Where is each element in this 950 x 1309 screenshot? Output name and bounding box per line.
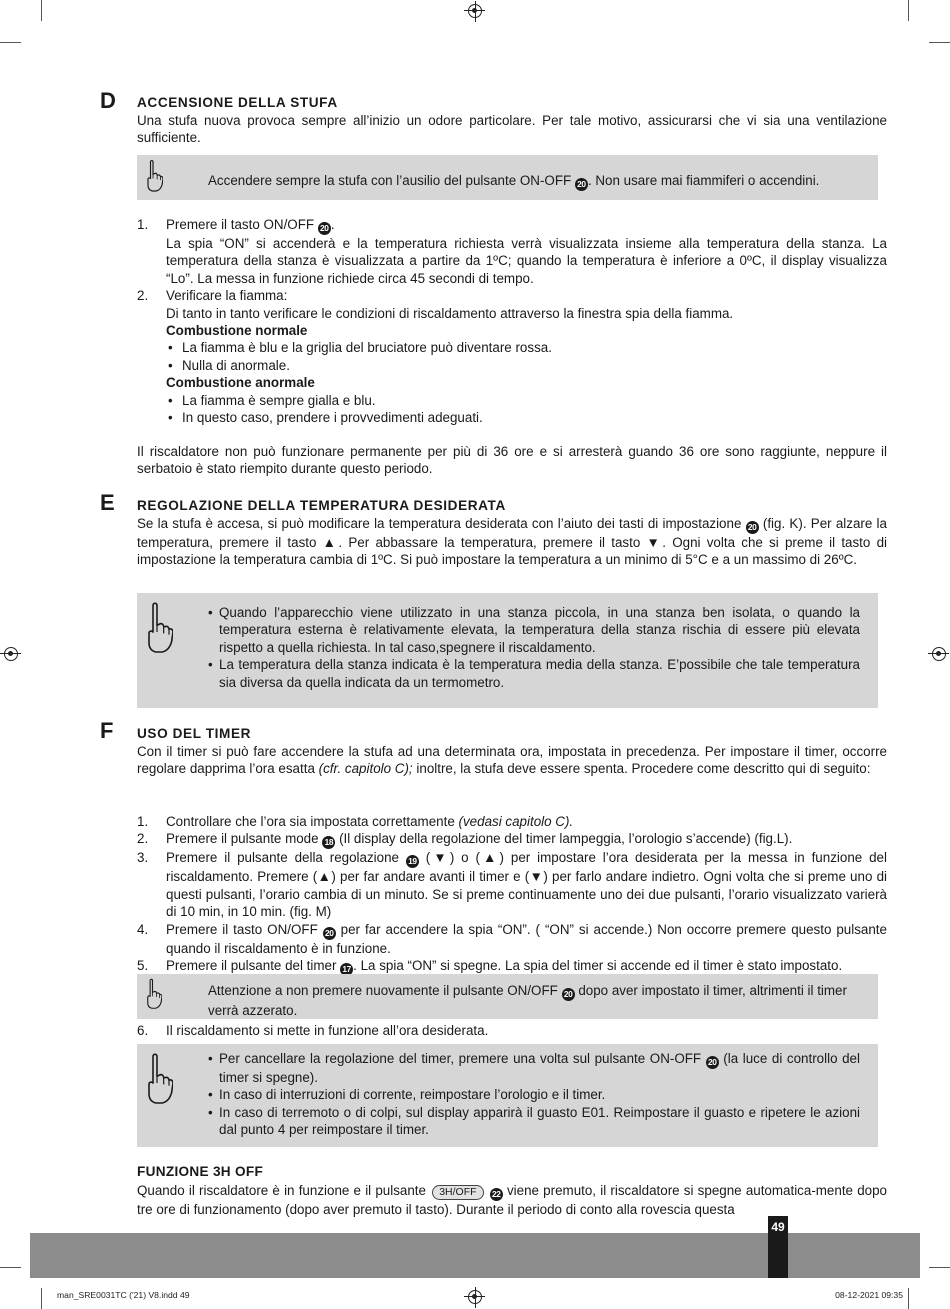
list-item [137,1022,887,1039]
crop-mark [0,42,21,43]
steps-list [137,813,887,976]
pointing-hand-icon [143,978,162,1010]
step-text: Premere il pulsante del timer [166,958,337,974]
subheading: Combustione normale [166,323,308,339]
section-intro [137,515,887,569]
intro-text: Se la stufa è accesa, si può modificare la temperatura desiderata con l’aiuto dei tasti di impostazione [137,516,742,531]
section-letter: F [100,718,114,743]
button-number-badge: 17 [340,963,353,976]
registration-mark-line [475,1,476,22]
section-title: ACCENSIONE DELLA STUFA [137,95,338,110]
step-number: 6. [137,1023,149,1038]
step-title: Verificare la fiamma: [166,288,288,304]
step-text: Premere il tasto ON/OFF [166,217,315,232]
step-number: 1. [137,217,149,232]
pointing-hand-icon [143,159,163,193]
subsection-text [137,1182,887,1218]
section-letter: E [100,490,115,515]
note-text [208,604,860,691]
list-item [137,921,887,957]
crop-mark [908,1288,909,1309]
body-text: viene premuto, il riscaldatore si spegne automatica-mente dopo tre ore di funzionamento (dopo aver premuto il tasto). Durante il periodo di conto alla rovescia questa [137,1183,887,1217]
crop-mark [929,42,950,43]
date-slug: 08-12-2021 09:35 [835,1290,903,1300]
note-box [137,155,878,200]
list-item: • La temperatura della stanza indicata è la temperatura media della stanza. E’possibile che tale temperatura sia diversa da quella indicata da un termometro. [208,656,860,691]
list-item [137,287,887,426]
list-item: • In caso di terremoto o di colpi, sul display apparirà il guasto E01. Reimpostare il guasto e ripetere le azioni dal punto 4 per reimpostare il timer. [208,1104,860,1139]
pointing-hand-icon [141,1050,173,1108]
button-number-badge: 18 [322,836,335,849]
list-item: • Nulla di anormale. [166,357,887,374]
step-text: Il riscaldamento si mette in funzione all’ora desiderata. [166,1023,489,1038]
step-text: Controllare che l’ora sia impostata correttamente [166,814,455,829]
section-intro [137,743,887,778]
subsection-title: FUNZIONE 3H OFF [137,1164,264,1179]
step-text: Premere il tasto ON/OFF [166,921,318,937]
section-title: USO DEL TIMER [137,726,252,741]
registration-mark-icon [4,647,18,661]
step-number: 2. [137,288,149,304]
crop-mark [41,0,42,21]
button-number-badge: 22 [490,1188,503,1201]
intro-text: Con il timer si può fare accendere la stufa ad una determinata ora, impostata in precedenza. Per impostare il timer, occorre regolare dapprima l’ora esatta [137,744,887,777]
step-text: (Il display della regolazione del timer lampeggia, l’orologio s’accende) (fig.L). [339,831,793,847]
list-item: • In caso di interruzioni di corrente, reimpostare l’orologio e il timer. [208,1086,860,1103]
step-text: (▼) o (▲) per impostare l’ora desiderata per la messa in funzione del riscaldamento. Premere (▲) per far andare avanti il timer e (▼) per farlo andare indietro. Ogni volta che si preme uno di questi pulsanti, l’orario cambia di un minuto. Se si preme continuamente uno dei due pulsanti, l’orario visualizzato varierà di 10 min, in 10 min. (fig. M) [166,850,887,920]
button-number-badge: 20 [323,927,336,940]
warning-text-a: Attenzione a non premere nuovamente il pulsante ON/OFF [208,983,558,998]
button-number-badge: 20 [575,178,588,191]
crop-mark [0,1267,21,1268]
list-item [137,830,887,849]
step-text: . [330,217,335,232]
body-text: Quando il riscaldatore è in funzione e il pulsante [137,1183,426,1198]
subheading: Combustione anormale [166,375,315,391]
section-title: REGOLAZIONE DELLA TEMPERATURA DESIDERATA [137,498,506,513]
step-number: 1. [137,814,149,829]
list-item: • In questo caso, prendere i provvedimenti adeguati. [166,409,887,426]
steps-list [137,216,887,426]
step-reference: (vedasi capitolo C). [458,814,574,829]
registration-mark-line [475,1287,476,1308]
button-number-badge: 20 [318,222,331,235]
list-item [137,849,887,920]
crop-mark [908,0,909,21]
registration-mark-icon [932,647,946,661]
note-text-a: Accendere sempre la stufa con l’ausilio del pulsante ON-OFF [208,173,572,188]
list-item: • La fiamma è sempre gialla e blu. [166,392,887,409]
list-item [137,813,887,830]
warning-text [208,981,860,1020]
note-box [137,1044,878,1147]
button-number-badge: 20 [746,521,759,534]
step-text: per far accendere la spia “ON”. ( “ON” si accende.) Non occorre premere questo pulsante quando il riscaldamento è in funzione. [166,921,887,956]
step-text: . La spia “ON” si spegne. La spia del timer si accende ed il timer è stato impostato. [353,958,843,974]
button-number-badge: 20 [562,988,575,1001]
page-number: 49 [768,1216,788,1278]
crop-mark [41,1288,42,1309]
intro-text: (fig. K). Per alzare la temperatura, premere il tasto ▲. Per abbassare la temperatura, premere il tasto ▼. Ogni volta che si preme il tasto di impostazione la temperatura cambia di 1ºC. Si può impostare la temperatura a un minimo di 5°C e a un massimo di 26ºC. [137,516,887,568]
step-text: Premere il pulsante mode [166,831,319,847]
note-box [137,593,878,708]
step-number: 4. [137,921,149,937]
step-text: La spia “ON” si accenderà e la temperatura richiesta verrà visualizzata insieme alla temperatura della stanza. La temperatura della stanza è visualizzata a partire da 1ºC; quando la temperatura è inferiore a 0ºC, il display visualizza “Lo”. La messa in funzione richiede circa 45 secondi di tempo. [166,236,887,286]
list-item [208,1050,860,1086]
list-item: • La fiamma è blu e la griglia del bruciatore può diventare rossa. [166,339,887,356]
button-number-badge: 19 [406,855,419,868]
button-number-badge: 20 [706,1056,719,1069]
intro-text: inoltre, la stufa deve essere spenta. Procedere come descritto qui di seguito: [416,761,871,777]
file-slug: man_SRE0031TC ('21) V8.indd 49 [57,1290,190,1300]
list-item [137,216,887,287]
step-number: 3. [137,850,149,866]
note-text-a: Per cancellare la regolazione del timer, premere una volta sul pulsante ON-OFF [219,1051,702,1066]
step-number: 2. [137,831,149,847]
intro-reference: (cfr. capitolo C); [318,761,413,777]
note-text [208,1050,860,1139]
crop-mark [929,1267,950,1268]
steps-list [137,1022,887,1039]
step-number: 5. [137,958,149,974]
note-text [208,172,860,191]
step-text: Di tanto in tanto verificare le condizioni di riscaldamento attraverso la finestra spia della fiamma. [166,305,734,321]
pointing-hand-icon [141,599,173,657]
step-text: Premere il pulsante della regolazione [166,850,399,866]
list-item: • Quando l’apparecchio viene utilizzato in una stanza piccola, in una stanza ben isolata, o quando la temperatura esterna è relativamente elevata, la temperatura della stanza rischia di essere più elevata rispetto a quella richiesta. In tal caso,spegnere il riscaldamento. [208,604,860,656]
section-intro: Una stufa nuova provoca sempre all’inizio un odore particolare. Per tale motivo, assicurarsi che vi sia una ventilazione sufficiente. [137,113,887,146]
warning-box [137,974,878,1019]
note-text-b: (la luce di controllo del timer si spegne). [219,1051,860,1085]
3h-off-button-icon: 3H/OFF [432,1185,483,1200]
warning-text-b: dopo aver impostato il timer, altrimenti il timer verrà azzerato. [208,983,847,1018]
note-text-b: . Non usare mai fiammiferi o accendini. [587,173,820,188]
closing-paragraph: Il riscaldatore non può funzionare permanente per più di 36 ore e si arresterà guando 36 ore sono raggiunte, neppure il serbatoio è stato riempito durante questo periodo. [137,444,887,477]
section-letter: D [100,88,116,113]
